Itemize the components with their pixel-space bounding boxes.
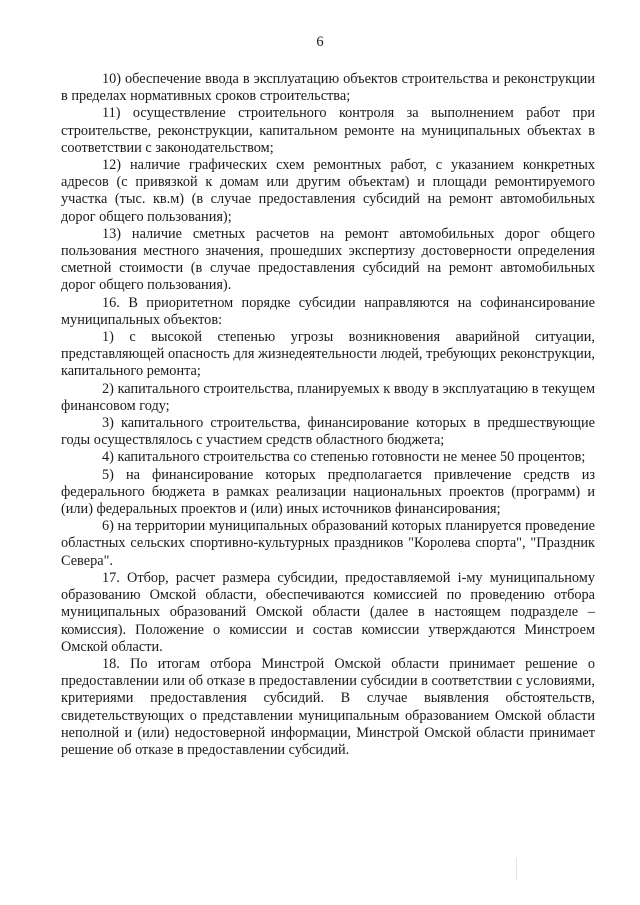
paragraph-item-11: 11) осуществление строительного контроля за выполнением работ при строительстве, реконструкции, капитальном ремонте на муниципальных объектах в соответствии с законодательством; (61, 105, 595, 156)
paragraph-section-17: 17. Отбор, расчет размера субсидии, предоставляемой i-му муниципальному образованию Омской области, обеспечиваются комиссией по проведению отбора муниципальных образований Омской области (далее в настоящем подразделе – комиссия). Положение о комиссии и состав комиссии утверждаются Минстроем Омской области. (61, 569, 595, 655)
paragraph-item-10: 10) обеспечение ввода в эксплуатацию объектов строительства и реконструкции в пределах нормативных сроков строительства; (61, 71, 595, 105)
paragraph-priority-5: 5) на финансирование которых предполагается привлечение средств из федерального бюджета в рамках реализации национальных проектов (программ) и (или) федеральных проектов и (или) иных источников финансирования; (61, 466, 595, 518)
document-body (61, 71, 595, 759)
paragraph-item-12: 12) наличие графических схем ремонтных работ, с указанием конкретных адресов (с привязкой к домам или другим объектам) и площади ремонтируемого участка (тыс. кв.м) (в случае предоставления субсидий на ремонт автомобильных дорог общего пользования); (61, 157, 595, 225)
page-number: 6 (316, 34, 324, 50)
paragraph-priority-6: 6) на территории муниципальных образований которых планируется проведение областных сельских спортивно-культурных праздников "Королева спорта", "Праздник Севера". (61, 518, 595, 569)
paragraph-priority-1: 1) с высокой степенью угрозы возникновения аварийной ситуации, представляющей опасность для жизнедеятельности людей, требующих реконструкции, капитального ремонта; (61, 329, 595, 380)
paragraph-section-18: 18. По итогам отбора Минстрой Омской области принимает решение о предоставлении или об отказе в предоставлении субсидии в соответствии с условиями, критериями предоставления субсидий. В случае выявления обстоятельств, свидетельствующих о представлении муниципальным образованием Омской области неполной и (или) недостоверной информации, Минстрой Омской области принимает решение об отказе в предоставлении субсидий. (61, 655, 595, 758)
paragraph-priority-2: 2) капитального строительства, планируемых к вводу в эксплуатацию в текущем финансовом году; (61, 380, 595, 414)
paragraph-priority-3: 3) капитального строительства, финансирование которых в предшествующие годы осуществлялось с участием средств областного бюджета; (61, 415, 595, 449)
paragraph-priority-4: 4) капитального строительства со степенью готовности не менее 50 процентов; (102, 449, 586, 466)
paragraph-item-13: 13) наличие сметных расчетов на ремонт автомобильных дорог общего пользования местного значения, прошедших экспертизу достоверности определения сметной стоимости (в случае предоставления субсидий на ремонт автомобильных дорог общего пользования). (61, 225, 595, 294)
paragraph-section-16: 16. В приоритетном порядке субсидии направляются на софинансирование муниципальных объектов: (61, 294, 595, 328)
scan-artifact-line (516, 858, 517, 880)
